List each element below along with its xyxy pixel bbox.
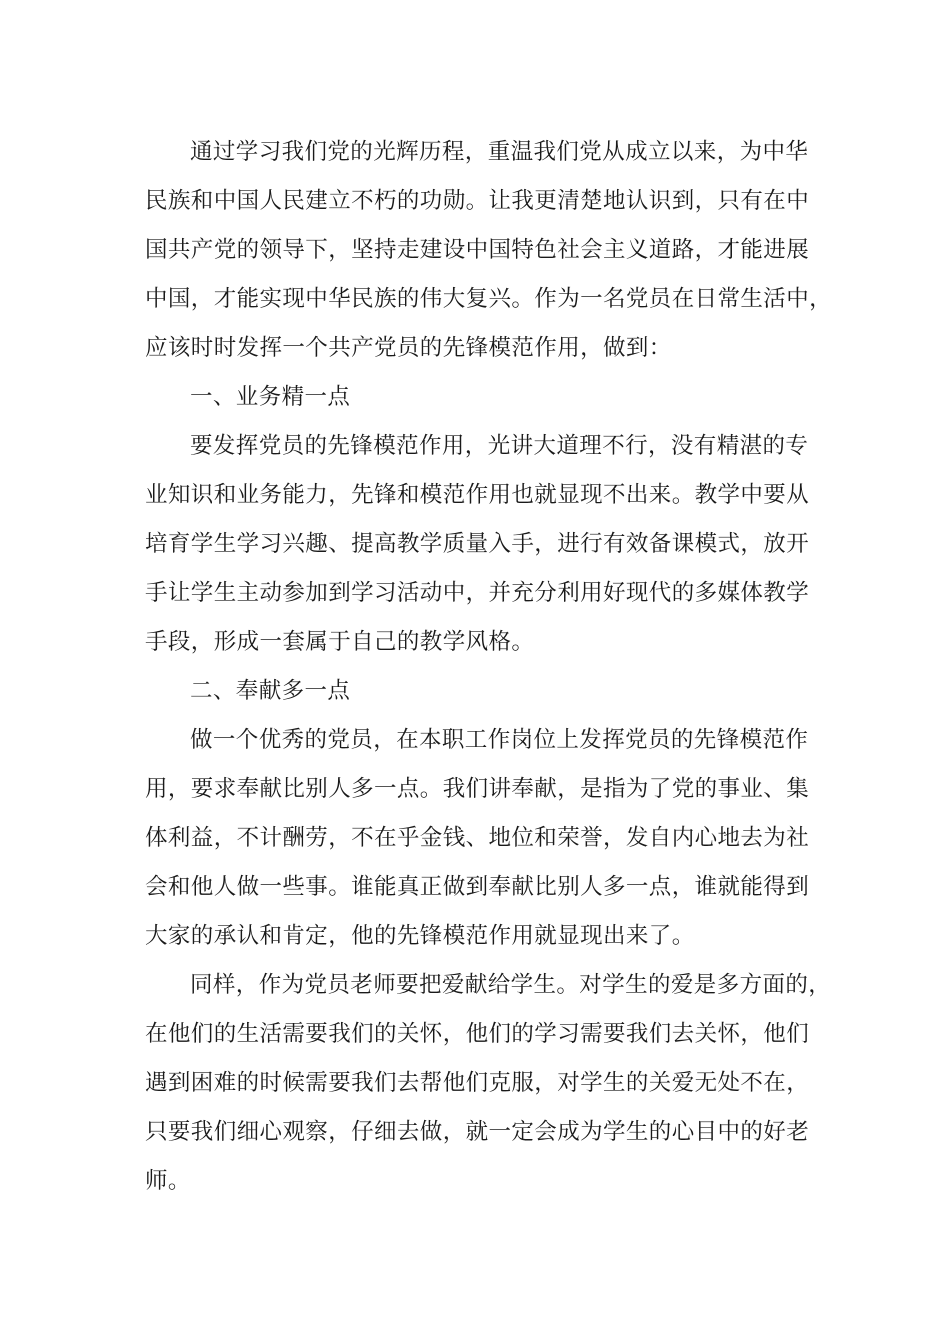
section-1-paragraph bbox=[145, 422, 835, 667]
section-heading-1: 一、业务精一点 bbox=[190, 384, 351, 410]
text-line: 手段，形成一套属于自己的教学风格。 bbox=[145, 629, 535, 655]
text-line: 国共产党的领导下，坚持走建设中国特色社会主义道路，才能进展 bbox=[145, 237, 810, 263]
text-line: 通过学习我们党的光辉历程，重温我们党从成立以来，为中华 bbox=[190, 139, 809, 165]
text-line: 遇到困难的时候需要我们去帮他们克服，对学生的关爱无处不在， bbox=[145, 1070, 810, 1096]
text-line: 只要我们细心观察，仔细去做，就一定会成为学生的心目中的好老 bbox=[145, 1119, 810, 1145]
text-line: 用，要求奉献比别人多一点。我们讲奉献，是指为了党的事业、集 bbox=[145, 776, 810, 802]
text-line: 中国，才能实现中华民族的伟大复兴。作为一名党员在日常生活中， bbox=[145, 286, 833, 312]
text-line: 在他们的生活需要我们的关怀，他们的学习需要我们去关怀，他们 bbox=[145, 1021, 810, 1047]
intro-paragraph bbox=[145, 128, 835, 373]
text-line: 做一个优秀的党员，在本职工作岗位上发挥党员的先锋模范作 bbox=[190, 727, 809, 753]
text-line: 要发挥党员的先锋模范作用，光讲大道理不行，没有精湛的专 bbox=[190, 433, 809, 459]
text-line: 业知识和业务能力，先锋和模范作用也就显现不出来。教学中要从 bbox=[145, 482, 810, 508]
text-line: 师。 bbox=[145, 1168, 191, 1194]
section-2a-paragraph bbox=[145, 716, 835, 961]
text-line: 应该时时发挥一个共产党员的先锋模范作用，做到： bbox=[145, 335, 672, 361]
text-line: 会和他人做一些事。谁能真正做到奉献比别人多一点，谁就能得到 bbox=[145, 874, 810, 900]
document-body bbox=[145, 128, 835, 1206]
section-heading-2: 二、奉献多一点 bbox=[190, 678, 351, 704]
text-line: 同样，作为党员老师要把爱献给学生。对学生的爱是多方面的， bbox=[190, 972, 832, 998]
text-line: 体利益，不计酬劳，不在乎金钱、地位和荣誉，发自内心地去为社 bbox=[145, 825, 810, 851]
text-line: 民族和中国人民建立不朽的功勋。让我更清楚地认识到，只有在中 bbox=[145, 188, 810, 214]
text-line: 大家的承认和肯定，他的先锋模范作用就显现出来了。 bbox=[145, 923, 695, 949]
text-line: 培育学生学习兴趣、提高教学质量入手，进行有效备课模式，放开 bbox=[145, 531, 810, 557]
section-2b-paragraph bbox=[145, 961, 835, 1206]
text-line: 手让学生主动参加到学习活动中，并充分利用好现代的多媒体教学 bbox=[145, 580, 810, 606]
